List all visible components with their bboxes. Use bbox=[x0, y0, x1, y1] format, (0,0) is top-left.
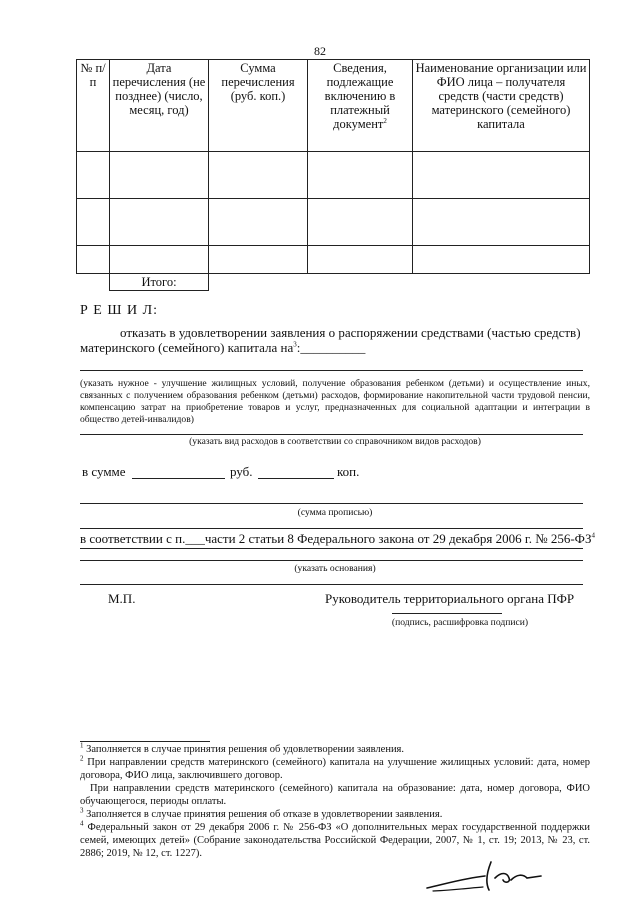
footnote-4 bbox=[80, 821, 590, 860]
sum-rub-field[interactable] bbox=[132, 478, 225, 479]
page-number: 82 bbox=[314, 44, 326, 58]
decision-text-line2-main: материнского (семейного) капитала на bbox=[80, 340, 294, 355]
purpose-line[interactable] bbox=[80, 370, 583, 371]
table-row bbox=[77, 246, 590, 274]
table-cell bbox=[77, 246, 110, 274]
table-cell bbox=[209, 152, 308, 199]
handwritten-signature bbox=[425, 858, 545, 894]
footnote-text: Заполняется в случае принятия решения об отказе в удовлетворении заявления. bbox=[86, 809, 443, 820]
table-cell bbox=[110, 246, 209, 274]
table-cell bbox=[413, 152, 590, 199]
table-total-row bbox=[77, 274, 590, 291]
footnote-1 bbox=[80, 743, 590, 756]
signature-hint: (подпись, расшифровка подписи) bbox=[391, 617, 529, 628]
footnote-number: 4 bbox=[80, 819, 84, 828]
footnote-text: Заполняется в случае принятия решения об удовлетворении заявления. bbox=[86, 744, 405, 755]
footnote-number: 2 bbox=[80, 754, 84, 763]
footnote-number: 3 bbox=[80, 806, 84, 815]
table-cell bbox=[110, 152, 209, 199]
payment-table bbox=[76, 59, 590, 291]
separator-line bbox=[80, 528, 583, 529]
header-number: № п/п bbox=[77, 60, 110, 152]
purpose-hint: (указать нужное - улучшение жилищных условий, получение образования ребенком (детьми) и осуществление иных, связанных с получением образования ребенком (детьми) расходов, формирование накопительной части трудовой пенсии, компенсацию затрат на приобретение товаров и услуг, предназначенных для социальной адаптации и интеграции в общество детей-инвалидов) bbox=[80, 378, 590, 425]
basis-line-2[interactable] bbox=[80, 584, 583, 585]
decision-text-line2 bbox=[80, 340, 365, 356]
decision-text-line1: отказать в удовлетворении заявления о распоряжении средствами (частью средств) bbox=[120, 325, 581, 340]
table-cell bbox=[413, 246, 590, 274]
sum-label: в сумме bbox=[82, 464, 126, 479]
expense-type-hint: (указать вид расходов в соответствии со справочником видов расходов) bbox=[189, 436, 481, 447]
sum-words-hint: (сумма прописью) bbox=[297, 507, 373, 518]
expense-type-line[interactable] bbox=[80, 434, 583, 435]
header-payment-info bbox=[308, 60, 413, 152]
rub-label: руб. bbox=[230, 464, 253, 479]
basis-underline bbox=[80, 548, 583, 549]
total-label: Итого: bbox=[110, 274, 209, 291]
basis-line[interactable] bbox=[80, 560, 583, 561]
footnote-divider bbox=[80, 741, 210, 742]
table-cell bbox=[209, 246, 308, 274]
decision-text-line2-suffix: :__________ bbox=[296, 340, 366, 355]
header-recipient: Наименование организации или ФИО лица – получателя средств (части средств) материнского (семейного) капитала bbox=[413, 60, 590, 152]
header-amount: Сумма перечисления (руб. коп.) bbox=[209, 60, 308, 152]
footnote-text: Федеральный закон от 29 декабря 2006 г. № 256-ФЗ «О дополнительных мерах государственной поддержки семей, имеющих детей» (Собрание законодательства Российской Федерации, 2007, № 1, ст. 19; 2013, № 23, ст. 2886; 2019, № 12, ст. 1227). bbox=[80, 822, 590, 859]
decision-heading: Р Е Ш И Л: bbox=[80, 303, 158, 318]
stamp-place: М.П. bbox=[108, 591, 136, 606]
table-cell bbox=[413, 199, 590, 246]
table-cell bbox=[77, 199, 110, 246]
footnote-2 bbox=[80, 756, 590, 782]
table-cell bbox=[77, 152, 110, 199]
kop-label: коп. bbox=[337, 464, 360, 479]
signature-line[interactable] bbox=[392, 613, 502, 614]
header-date: Дата перечисления (не позднее) (число, месяц, год) bbox=[110, 60, 209, 152]
table-row bbox=[77, 199, 590, 246]
basis-text bbox=[80, 531, 600, 547]
footnote-2-continued bbox=[80, 782, 590, 808]
table-cell bbox=[110, 199, 209, 246]
footnote-number: 1 bbox=[80, 741, 84, 750]
table-header-row bbox=[77, 60, 590, 152]
basis-hint: (указать основания) bbox=[294, 563, 376, 574]
footnote-3 bbox=[80, 808, 590, 821]
header-payment-info-text: Сведения, подлежащие включению в платежный документ bbox=[324, 61, 396, 131]
footnote-text: При направлении средств материнского (семейного) капитала на улучшение жилищных условий: дата, номер договора, ФИО лица, заключившего договор. bbox=[80, 757, 591, 781]
head-title: Руководитель территориального органа ПФР bbox=[325, 591, 575, 606]
sum-words-line[interactable] bbox=[80, 503, 583, 504]
table-row bbox=[77, 152, 590, 199]
footnote-ref-3: 3 bbox=[293, 340, 297, 349]
footnote-ref-4: 4 bbox=[591, 531, 595, 540]
basis-text-main: в соответствии с п.___части 2 статьи 8 Федерального закона от 29 декабря 2006 г. № 256-ФЗ bbox=[80, 531, 592, 546]
table-cell bbox=[308, 246, 413, 274]
sum-kop-field[interactable] bbox=[258, 478, 334, 479]
table-cell bbox=[209, 199, 308, 246]
footnote-text: При направлении средств материнского (семейного) капитала на образование: дата, номер договора, ФИО обучающегося, периоды оплаты. bbox=[80, 783, 590, 807]
footnote-ref-2: 2 bbox=[383, 116, 387, 125]
table-cell bbox=[308, 199, 413, 246]
table-cell bbox=[308, 152, 413, 199]
